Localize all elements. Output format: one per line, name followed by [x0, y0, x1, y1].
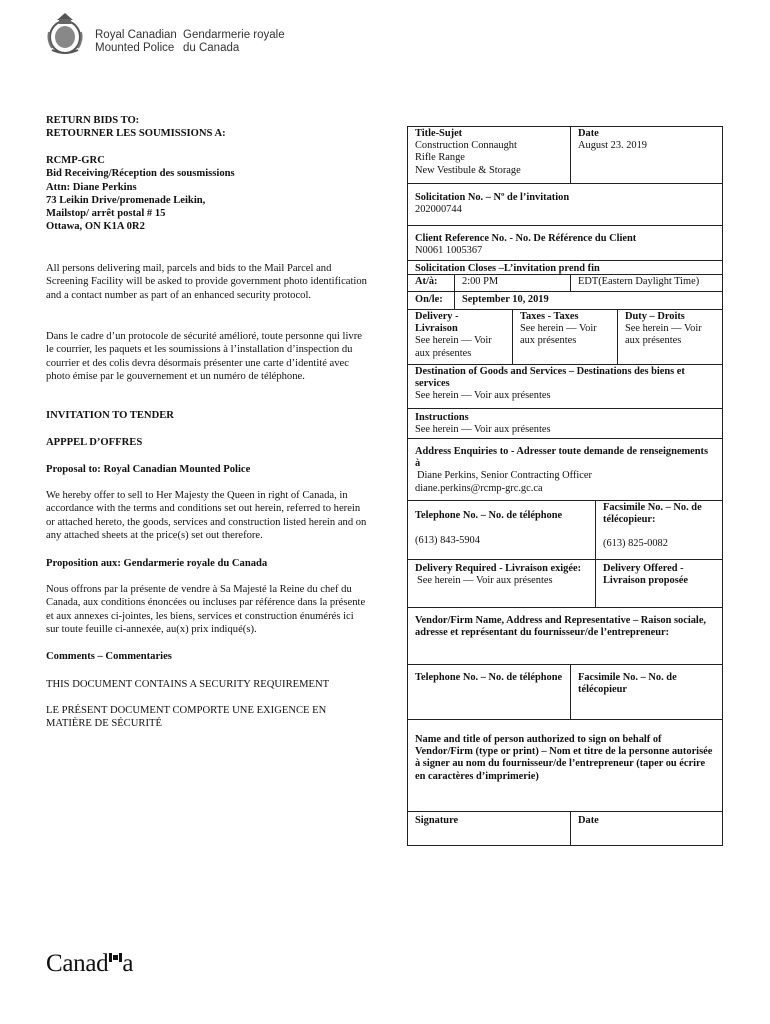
date-label: Date — [578, 128, 599, 139]
address-enquiries: Address Enquiries to - Adresser toute demande de renseignements à Diane Perkins, Senior Contracting Officer diane.perkins@rcmp-grc.gc.ca — [408, 438, 722, 500]
title-line: Construction Connaught — [415, 140, 517, 152]
closing-time-row — [408, 274, 722, 291]
destination: Destination of Goods and Services – Destinations des biens et services See herein — Voir aux présentes — [408, 364, 722, 408]
return-bids-heading: RETURN BIDS TO: RETOURNER LES SOUMISSIONS A: — [46, 115, 226, 140]
address-line: Ottawa, ON K1A 0R2 — [46, 221, 145, 233]
solicitation-number: Solicitation No. – Nº de l’invitation 202000744 — [408, 183, 722, 225]
proposal-to-en: Proposal to: Royal Canadian Mounted Police — [46, 464, 251, 475]
vendor-telephone-cell: Telephone No. – No. de téléphone — [415, 672, 563, 683]
delivery-taxes-duty-row — [408, 309, 722, 364]
telephone-cell: Telephone No. – No. de téléphone (613) 843-5904 — [415, 510, 563, 547]
at-value: 2:00 PM — [454, 275, 570, 291]
on-label: On/le: — [415, 294, 443, 305]
delivery-offered-cell: Delivery Offered - Livraison proposée — [595, 560, 722, 607]
signature-cell: Signature — [415, 815, 459, 826]
fax-cell: Facsimile No. – No. de télécopieur: (613) 825-0082 — [595, 501, 722, 559]
comments-heading: Comments – Commentaries — [46, 651, 172, 662]
vendor-firm: Vendor/Firm Name, Address and Representative – Raison sociale, adresse et représentant du fournisseur/de l’entrepreneur: — [408, 607, 722, 664]
title-date-row — [408, 127, 722, 183]
brand-en-1: Royal Canadian — [95, 29, 177, 41]
return-address — [46, 154, 368, 234]
offer-text-en: We hereby offer to sell to Her Majesty the Queen in right of Canada, in accordance with the terms and conditions set out herein, referred to herein or attached hereto, the goods, services and construction listed herein and on any attached sheets at the price(s) set out therefore. — [46, 490, 367, 541]
offer-text-fr: Nous offrons par la présente de vendre à Sa Majesté la Reine du chef du Canada, aux conditions énoncées ou incluses par référence dans la présente et aux annexes ci-jointes, les biens, services et construction énumérés ici sur toute feuille ci-annexée, au(x) prix indiqué(s). — [46, 584, 366, 635]
taxes-cell: Taxes - Taxes See herein — Voir aux présentes — [512, 310, 617, 364]
vendor-contact-row — [408, 664, 722, 719]
signature-date-cell: Date — [570, 812, 722, 845]
date-cell — [570, 127, 722, 183]
canada-flag-icon — [109, 953, 122, 962]
address-line: 73 Leikin Drive/promenade Leikin, — [46, 194, 206, 206]
at-label: At/à: — [415, 276, 438, 287]
closing-date-row — [408, 291, 722, 309]
brand-en-2: Mounted Police — [95, 42, 175, 54]
canada-wordmark: Canad a — [46, 950, 134, 977]
address-line: RCMP-GRC — [46, 155, 105, 166]
address-line: Attn: Diane Perkins — [46, 181, 137, 193]
invitation-to-tender: INVITATION TO TENDER — [46, 410, 174, 421]
contact-row — [408, 500, 722, 559]
brand-fr-1: Gendarmerie royale — [183, 29, 285, 41]
title-line: New Vestibule & Storage — [415, 164, 521, 176]
delivery-required-row — [408, 559, 722, 607]
address-line: Bid Receiving/Réception des sousmissions — [46, 168, 235, 180]
solicitation-form — [407, 126, 723, 846]
title-cell — [408, 127, 570, 183]
proposal-to-fr: Proposition aux: Gendarmerie royale du Canada — [46, 558, 268, 569]
appel-doffres: APPPEL D’OFFRES — [46, 437, 143, 448]
rcmp-crest-icon — [44, 10, 86, 56]
signature-row — [408, 811, 722, 845]
timezone-value: EDT(Eastern Daylight Time) — [570, 275, 722, 291]
delivery-required-cell: Delivery Required - Livraison exigée: See herein — Voir aux présentes — [415, 563, 582, 587]
on-value: September 10, 2019 — [454, 292, 722, 309]
title-line: Rifle Range — [415, 152, 465, 164]
closes-heading: Solicitation Closes –L’invitation prend fin — [408, 260, 722, 274]
duty-cell: Duty – Droits See herein — Voir aux présentes — [617, 310, 722, 364]
client-reference: Client Reference No. - No. De Référence du Client N0061 1005367 — [408, 225, 722, 260]
title-label: Title-Sujet — [415, 128, 463, 139]
security-requirement-fr: LE PRÉSENT DOCUMENT COMPORTE UNE EXIGENCE EN MATIÈRE DE SÉCURITÉ — [46, 705, 327, 730]
vendor-fax-cell: Facsimile No. – No. de télécopieur — [570, 665, 722, 719]
date-value: August 23. 2019 — [578, 140, 647, 152]
brand-fr-2: du Canada — [183, 42, 240, 54]
delivery-cell: Delivery - Livraison See herein — Voir aux présentes — [415, 311, 492, 359]
instructions: Instructions See herein — Voir aux présentes — [408, 408, 722, 438]
agency-signature — [95, 29, 285, 55]
address-line: Mailstop/ arrêt postal # 15 — [46, 208, 166, 220]
security-notice-fr: Dans le cadre d’un protocole de sécurité amélioré, toute personne qui livre le courrier, les paquets et les soumissions à l’installation d’inspection du courrier et des colis devra désormais présenter une carte d’identité avec photo émise par le gouvernement et un numéro de téléphone. — [46, 331, 362, 382]
security-notice-en: All persons delivering mail, parcels and bids to the Mail Parcel and Screening Facility will be asked to provide government photo identification and a contact number as part of an enhanced security protocol. — [46, 263, 367, 301]
security-requirement-en: THIS DOCUMENT CONTAINS A SECURITY REQUIREMENT — [46, 679, 330, 690]
authorized-person: Name and title of person authorized to sign on behalf of Vendor/Firm (type or print) – Nom et titre de la personne autorisée à signer au nom du fournisseur/de l’entrepreneur (taper ou écrire en caractères d’imprimerie) — [408, 719, 722, 811]
